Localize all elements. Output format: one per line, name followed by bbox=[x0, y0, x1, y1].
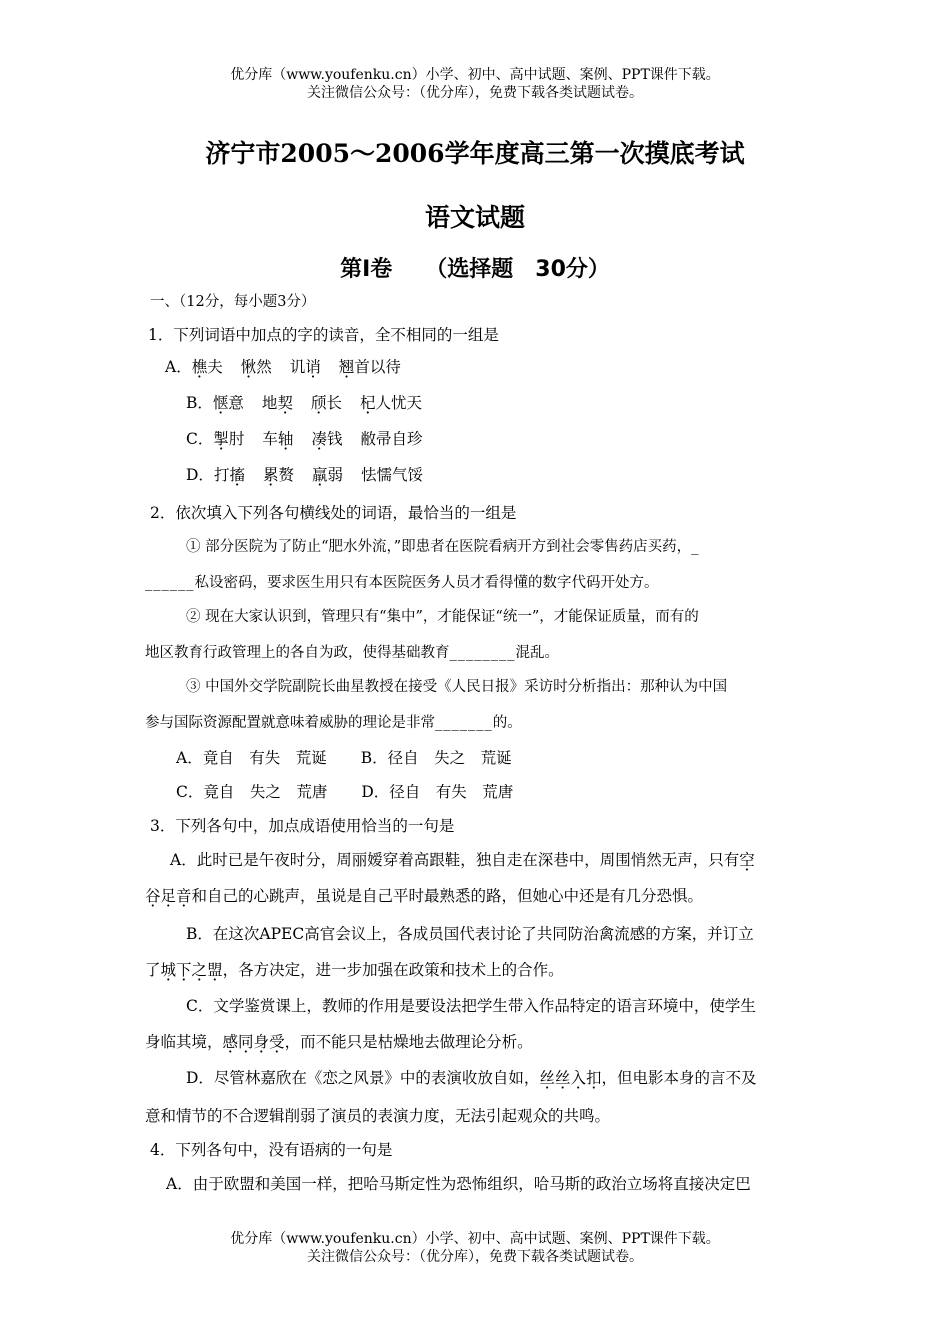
q1-d-label: D． bbox=[186, 466, 214, 484]
word-rest: 人忧天 bbox=[375, 394, 423, 412]
q3-b2b-text: ，各方决定，进一步加强在政策和技术上的合作。 bbox=[222, 961, 564, 979]
blank-line: ______ bbox=[145, 575, 195, 591]
q1-c-word-1 bbox=[213, 430, 244, 448]
dotted-char: 掣 bbox=[213, 430, 229, 448]
dotted-char: 颀 bbox=[310, 394, 327, 412]
q2-options-cd bbox=[176, 782, 513, 802]
dotted-char: 凑 bbox=[311, 430, 327, 448]
word-rest: 肘 bbox=[228, 430, 245, 448]
header-line-2: 关注微信公众号：（优分库），免费下载各类试题试卷。 bbox=[307, 85, 643, 101]
word-rest: 首以待 bbox=[354, 358, 401, 376]
word-rest: 钱 bbox=[326, 430, 343, 448]
word-rest: 帚自珍 bbox=[375, 430, 423, 448]
exam-title: 济宁市2005～2006学年度高三第一次摸底考试 bbox=[205, 139, 745, 168]
dotted-char: 音 bbox=[176, 887, 192, 905]
word-rest: 夫 bbox=[207, 358, 223, 376]
q1-a-word-1 bbox=[192, 358, 223, 376]
dotted-char: 同 bbox=[238, 1033, 254, 1051]
q2-sentence-1b bbox=[145, 573, 659, 593]
word-rest: 然 bbox=[256, 358, 272, 376]
q1-d-word-3 bbox=[312, 466, 343, 484]
word-rest: 懦气馁 bbox=[376, 466, 424, 484]
q3-a1-text: A．此时已是午夜时分，周丽嫒穿着高跟鞋，独自走在深巷中，周围悄然无声，只有 bbox=[170, 851, 740, 869]
dotted-char: 翘 bbox=[338, 358, 355, 376]
dotted-char: 搐 bbox=[229, 466, 245, 484]
q1-b-word-1 bbox=[213, 394, 244, 412]
word-rest: 长 bbox=[326, 394, 342, 412]
q1-c-label: C． bbox=[186, 430, 214, 448]
word-rest: 地 bbox=[261, 394, 278, 412]
word-rest: 讥 bbox=[289, 358, 306, 376]
dotted-char: 诮 bbox=[305, 358, 321, 376]
dotted-char: 受 bbox=[269, 1033, 285, 1051]
dotted-char: 惬 bbox=[212, 394, 229, 412]
q3-stem: 3．下列各句中，加点成语使用恰当的一句是 bbox=[150, 817, 455, 835]
dotted-char: 身 bbox=[253, 1033, 270, 1051]
word-rest: 弱 bbox=[327, 466, 344, 484]
q1-option-b bbox=[186, 393, 440, 413]
dotted-char: 之 bbox=[191, 961, 208, 979]
q3-option-b-line2 bbox=[145, 960, 564, 980]
q2-sentence-1a bbox=[186, 537, 699, 557]
q2-options-ab bbox=[176, 748, 512, 768]
word-rest: 打 bbox=[213, 466, 230, 484]
q1-stem: 1．下列词语中加点的字的读音，全不相同的一组是 bbox=[148, 326, 499, 344]
q3-a2-text: 和自己的心跳声，虽说是自己平时最熟悉的路，但她心中还是有几分恐惧。 bbox=[191, 887, 704, 905]
dotted-char: 丝 bbox=[539, 1069, 555, 1087]
q1-option-a bbox=[165, 357, 419, 377]
q1-d-word-1 bbox=[214, 466, 245, 484]
word-rest: 怯 bbox=[361, 466, 377, 484]
dotted-char: 感 bbox=[222, 1033, 239, 1051]
word-rest: 车 bbox=[262, 430, 278, 448]
q2-sentence-2a: ② 现在大家认识到，管理只有“集中”，才能保证“统一”，才能保证质量，而有的 bbox=[186, 609, 699, 625]
q4-stem: 4．下列各句中，没有语病的一句是 bbox=[150, 1141, 393, 1159]
q2-s2b-text: 地区教育行政管理上的各自为政，使得基础教育 bbox=[145, 645, 450, 661]
blank-line: _______ bbox=[435, 715, 493, 731]
dotted-idiom bbox=[539, 1069, 601, 1087]
q1-a-word-2 bbox=[241, 358, 272, 376]
header-line-1: 优分库（www.youfenku.cn）小学、初中、高中试题、案例、PPT课件下载。 bbox=[230, 67, 720, 83]
q2-s3c-text: 的。 bbox=[492, 715, 522, 731]
dotted-char: 城 bbox=[160, 961, 177, 979]
q3-option-a-line1 bbox=[170, 850, 755, 870]
dotted-idiom bbox=[145, 887, 192, 905]
q2-sentence-3a: ③ 中国外交学院副院长曲星教授在接受《人民日报》采访时分析指出：那种认为中国 bbox=[186, 679, 728, 695]
q2-s2c-text: 混乱。 bbox=[515, 645, 559, 661]
q3-d1a-text: D．尽管林嘉欣在《恋之风景》中的表演收放自如， bbox=[186, 1069, 540, 1087]
dotted-char: 轴 bbox=[277, 430, 294, 448]
dotted-char: 累 bbox=[262, 466, 279, 484]
dotted-idiom bbox=[161, 961, 223, 979]
blank-line: ________ bbox=[449, 645, 516, 661]
q3-option-b-line1: B．在这次APEC高官会议上，各成员国代表讨论了共同防治禽流感的方案，并订立 bbox=[186, 925, 754, 943]
q3-c2b-text: ，而不能只是枯燥地去做理论分析。 bbox=[284, 1033, 533, 1051]
dotted-char: 杞 bbox=[359, 394, 376, 412]
q2-stem: 2．依次填入下列各句横线处的词语，最恰当的一组是 bbox=[150, 504, 517, 522]
q2-option-a: A．竟自 有失 荒诞 bbox=[176, 749, 327, 767]
word-rest: 敝 bbox=[360, 430, 376, 448]
q2-option-d: D．径自 有失 荒唐 bbox=[361, 783, 514, 801]
q2-s1b-text: 私设密码，要求医生用只有本医院医务人员才看得懂的数字代码开处方。 bbox=[194, 575, 659, 591]
q4-option-a-line1: A．由于欧盟和美国一样，把哈马斯定性为恐怖组织，哈马斯的政治立场将直接决定巴 bbox=[166, 1175, 751, 1193]
dotted-char: 契 bbox=[277, 394, 293, 412]
dotted-idiom: 空 bbox=[739, 851, 755, 869]
word-rest: 意 bbox=[228, 394, 244, 412]
dotted-char: 扣 bbox=[585, 1069, 602, 1087]
q2-sentence-2b bbox=[145, 643, 559, 663]
q3-c2a-text: 身临其境， bbox=[145, 1033, 223, 1051]
dotted-char: 入 bbox=[570, 1069, 586, 1087]
q1-option-c bbox=[186, 429, 441, 449]
q1-a-word-4 bbox=[339, 358, 401, 376]
q1-a-label: A． bbox=[165, 358, 192, 376]
q3-option-c-line1: C．文学鉴赏课上，教师的作用是要设法把学生带入作品特定的语言环境中，使学生 bbox=[186, 997, 756, 1015]
q1-d-word-4 bbox=[361, 466, 423, 484]
q1-c-word-4 bbox=[360, 430, 422, 448]
dotted-char: 下 bbox=[176, 961, 192, 979]
q3-option-d-line1 bbox=[186, 1068, 757, 1088]
dotted-char: 盟 bbox=[207, 961, 223, 979]
dotted-idiom bbox=[223, 1033, 285, 1051]
q3-option-c-line2 bbox=[145, 1032, 533, 1052]
dotted-char: 愀 bbox=[240, 358, 257, 376]
subject-title: 语文试题 bbox=[424, 203, 525, 232]
volume-title: 第Ⅰ卷 （选择题 30分） bbox=[340, 257, 610, 282]
q1-c-word-2 bbox=[262, 430, 293, 448]
q1-b-word-4 bbox=[360, 394, 422, 412]
q1-a-word-3 bbox=[290, 358, 321, 376]
q1-c-word-3 bbox=[311, 430, 342, 448]
q2-option-b: B．径自 失之 荒诞 bbox=[360, 749, 512, 767]
q1-d-word-2 bbox=[263, 466, 294, 484]
q2-option-c: C．竟自 失之 荒唐 bbox=[176, 783, 328, 801]
q1-b-label: B． bbox=[186, 394, 213, 412]
part1-heading: 一、（12分，每小题3分） bbox=[150, 294, 316, 310]
dotted-char: 谷 bbox=[145, 887, 161, 905]
word-rest: 赘 bbox=[278, 466, 294, 484]
q3-b2a-text: 了 bbox=[145, 961, 161, 979]
footer-line-2: 关注微信公众号：（优分库），免费下载各类试题试卷。 bbox=[307, 1249, 643, 1265]
blank-line: _ bbox=[691, 539, 700, 555]
q3-option-d-line2: 意和情节的不合逻辑削弱了演员的表演力度，无法引起观众的共鸣。 bbox=[145, 1107, 611, 1125]
q2-sentence-3b bbox=[145, 713, 522, 733]
q1-b-word-2 bbox=[262, 394, 293, 412]
q3-option-a-line2 bbox=[145, 886, 703, 906]
q1-b-word-3 bbox=[311, 394, 342, 412]
q2-s1a-text: ① 部分医院为了防止“肥水外流，”即患者在医院看病开方到社会零售药店买药， bbox=[186, 539, 692, 555]
q2-s3b-text: 参与国际资源配置就意味着威胁的理论是非常 bbox=[145, 715, 435, 731]
dotted-char: 樵 bbox=[191, 358, 208, 376]
dotted-char: 羸 bbox=[312, 466, 328, 484]
dotted-char: 丝 bbox=[554, 1069, 571, 1087]
q1-option-d bbox=[186, 465, 441, 485]
q3-d1b-text: ，但电影本身的言不及 bbox=[601, 1069, 757, 1087]
footer-line-1: 优分库（www.youfenku.cn）小学、初中、高中试题、案例、PPT课件下载。 bbox=[230, 1231, 720, 1247]
dotted-char: 足 bbox=[160, 887, 177, 905]
